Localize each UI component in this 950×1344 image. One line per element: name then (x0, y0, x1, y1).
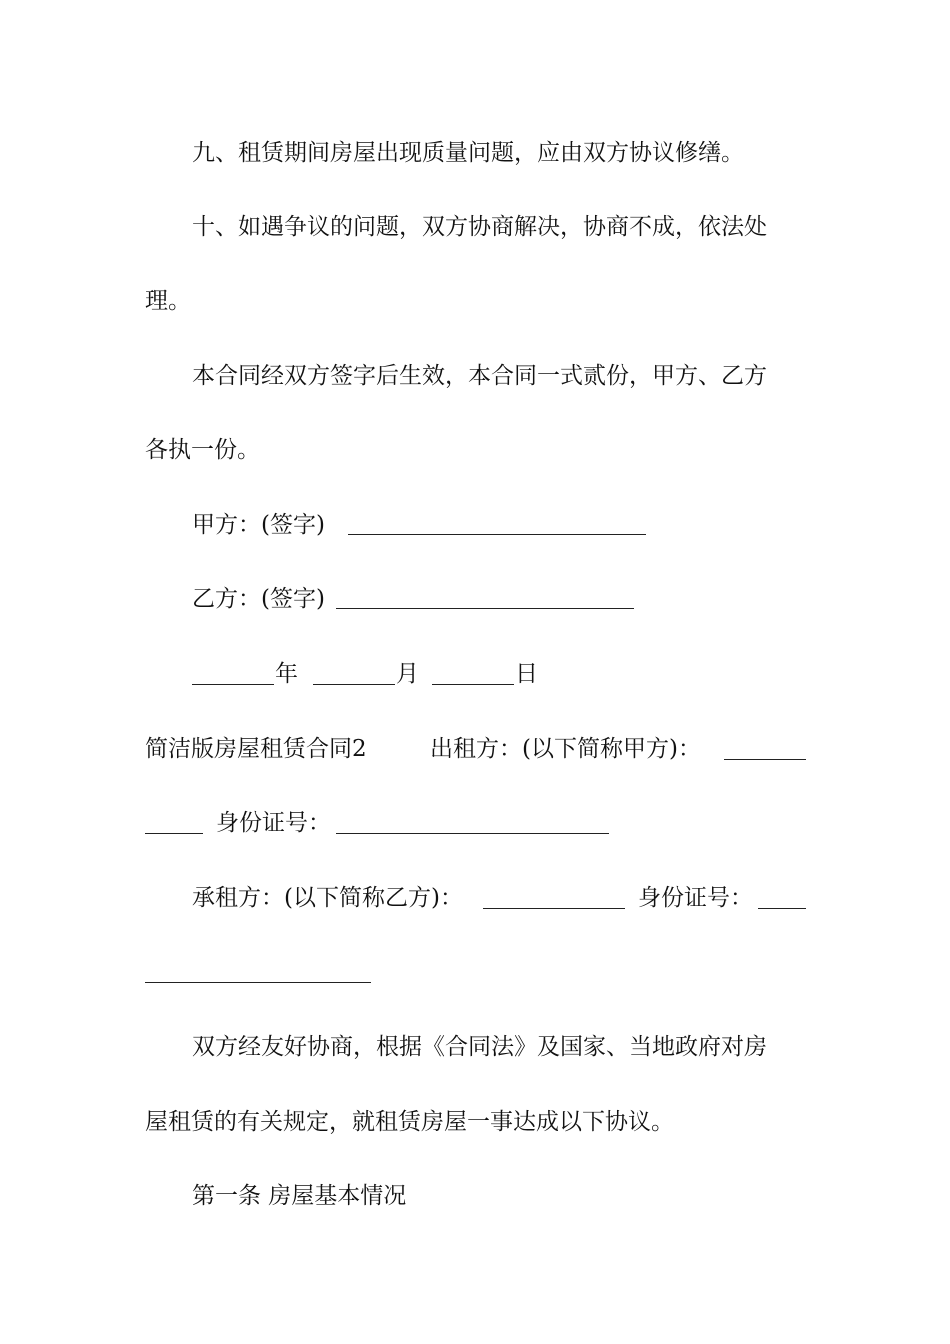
party-b-signature-blank (336, 608, 634, 609)
effect-line1: 本合同经双方签字后生效，本合同一式贰份，甲方、乙方 (192, 363, 767, 389)
lessor-id-blank (336, 833, 609, 834)
lessor-name-blank-part1 (724, 759, 806, 760)
second-contract-title: 简洁版房屋租赁合同2 (145, 736, 367, 762)
lessee-id-blank-part2 (145, 982, 371, 983)
intro-line2: 屋租赁的有关规定，就租赁房屋一事达成以下协议。 (145, 1109, 674, 1135)
party-a-signature-label: 甲方：(签字) (192, 512, 333, 538)
month-blank (313, 684, 395, 685)
party-a-signature-blank (348, 534, 646, 535)
lessor-label: 出租方：(以下简称甲方)： (430, 736, 701, 762)
lessee-label: 承租方：(以下简称乙方)： (192, 885, 463, 911)
lessee-id-label: 身份证号： (638, 885, 753, 911)
lessee-id-blank-part1 (758, 908, 806, 909)
year-label: 年 (275, 661, 298, 687)
party-b-signature-label: 乙方：(签字) (192, 586, 325, 612)
year-blank (192, 684, 274, 685)
clause-ten-line2: 理。 (145, 288, 191, 314)
lessor-name-blank-part2 (145, 833, 203, 834)
intro-line1: 双方经友好协商，根据《合同法》及国家、当地政府对房 (192, 1034, 767, 1060)
day-label: 日 (515, 661, 538, 687)
lessee-name-blank (483, 908, 625, 909)
month-label: 月 (396, 661, 419, 687)
effect-line2: 各执一份。 (145, 437, 260, 463)
lessor-id-label: 身份证号： (216, 810, 331, 836)
clause-nine: 九、租赁期间房屋出现质量问题，应由双方协议修缮。 (192, 140, 744, 166)
day-blank (432, 684, 514, 685)
article-one-heading: 第一条 房屋基本情况 (192, 1183, 407, 1209)
clause-ten-line1: 十、如遇争议的问题，双方协商解决，协商不成，依法处 (192, 214, 767, 240)
